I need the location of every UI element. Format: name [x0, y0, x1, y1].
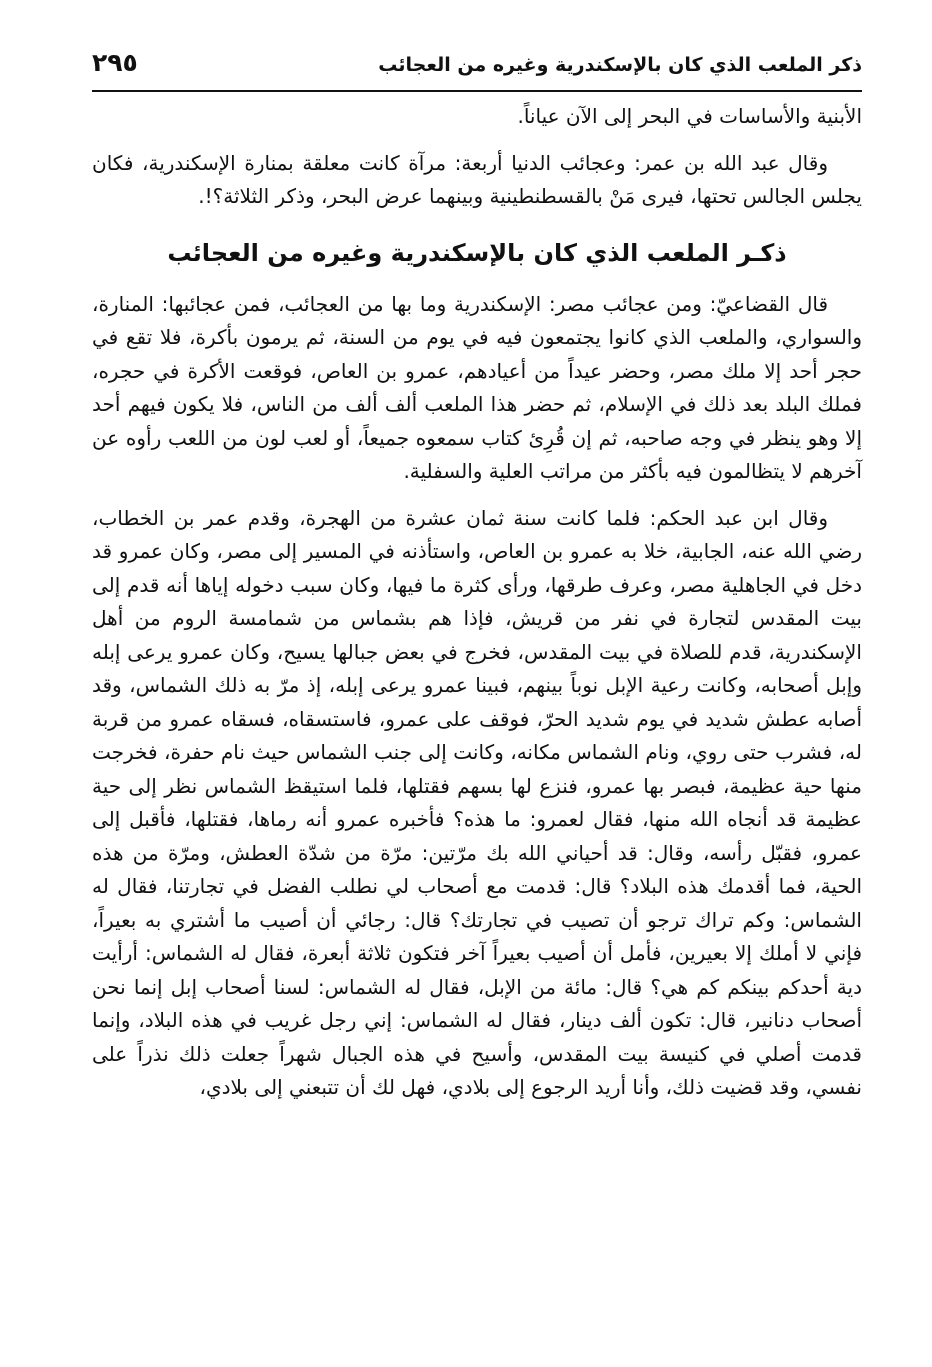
paragraph: وقال ابن عبد الحكم: فلما كانت سنة ثمان عشرة من الهجرة، وقدم عمر بن الخطاب، رضي الله عنه، الجابية، خلا به عمرو بن العاص، واستأذنه في المسير إلى مصر، وكان عمرو قد دخل في الجاهلية مصر، وعرف طرقها، ورأى كثرة ما فيها، وكان سبب دخوله إياها أنه قدم إلى بيت المقدس لتجارة في نفر من قريش، فإذا هم بشماس من شمامسة الروم من أهل الإسكندرية، قدم للصلاة في بيت المقدس، فخرج في بعض جبالها يسيح، وكان عمرو يرعى إبله وإبل أصحابه، وكانت رعية الإبل نوباً بينهم، فبينا عمرو يرعى إبله، إذ مرّ به ذلك الشماس، وقد أصابه عطش شديد في يوم شديد الحرّ، فوقف على عمرو، فاستسقاه، فسقاه عمرو من قربة له، فشرب حتى روي، ونام الشماس مكانه، وكانت إلى جنب الشماس حيث نام حفرة، فخرجت منها حية عظيمة، فبصر بها عمرو، فنزع لها بسهم فقتلها، فلما استيقظ الشماس نظر إلى حية عظيمة قد أنجاه الله منها، فقال لعمرو: ما هذه؟ فأخبره عمرو أنه رماها، فقتلها، فأقبل إلى عمرو، فقبّل رأسه، وقال: قد أحياني الله بك مرّتين: مرّة من شدّة العطش، ومرّة من هذه الحية، فما أقدمك هذه البلاد؟ قال: قدمت مع أصحاب لي نطلب الفضل في تجارتنا، فقال له الشماس: وكم تراك ترجو أن تصيب في تجارتك؟ قال: رجائي أن أصيب ما أشتري به بعيراً، فإني لا أملك إلا بعيرين، فأمل أن أصيب بعيراً آخر فتكون ثلاثة أبعرة، فقال له الشماس: أرأيت دية أحدكم بينكم كم هي؟ قال: مائة من الإبل، فقال له الشماس: لسنا أصحاب إبل إنما نحن أصحاب دنانير، قال: تكون ألف دينار، فقال له الشماس: إني رجل غريب في هذه البلاد، وإنما قدمت أصلي في كنيسة بيت المقدس، وأسيح في هذه الجبال شهراً جعلت ذلك نذراً على نفسي، وقد قضيت ذلك، وأنا أريد الرجوع إلى بلادي، فهل لك أن تتبعني إلى بلادي،	[92, 505, 862, 1099]
paragraph: وقال عبد الله بن عمر: وعجائب الدنيا أربعة: مرآة كانت معلقة بمنارة الإسكندرية، فكان يجلس الجالس تحتها، فيرى مَنْ بالقسطنطينية وبينهما عرض البحر، وذكر الثلاثة؟!.	[92, 150, 862, 208]
body-text	[92, 100, 862, 1105]
running-title: ذكر الملعب الذي كان بالإسكندرية وغيره من العجائب	[378, 54, 862, 76]
section-heading: ذكـر الملعب الذي كان بالإسكندرية وغيره من العجائب	[167, 238, 787, 267]
page-number: ٢٩٥	[92, 48, 138, 77]
paragraph: قال القضاعيّ: ومن عجائب مصر: الإسكندرية وما بها من العجائب، فمن عجائبها: المنارة، والسواري، والملعب الذي كانوا يجتمعون فيه في يوم من السنة، ثم يرمون بأكرة، فلا تقع في حجر أحد إلا ملك مصر، وحضر عيداً من أعيادهم، عمرو بن العاص، فوقعت الأكرة في حجره، فملك البلد بعد ذلك في الإسلام، ثم حضر هذا الملعب ألف ألف من الناس، فلا يكون فيهم أحد إلا وهو ينظر في وجه صاحبه، ثم إن قُرِئ كتاب سمعوه جميعاً، أو لعب لون من اللعب رأوه عن آخرهم لا يتظالمون فيه بأكثر من مراتب العلية والسفلية.	[92, 291, 862, 483]
paragraph: الأبنية والأساسات في البحر إلى الآن عياناً.	[517, 104, 862, 128]
running-header	[92, 44, 862, 92]
